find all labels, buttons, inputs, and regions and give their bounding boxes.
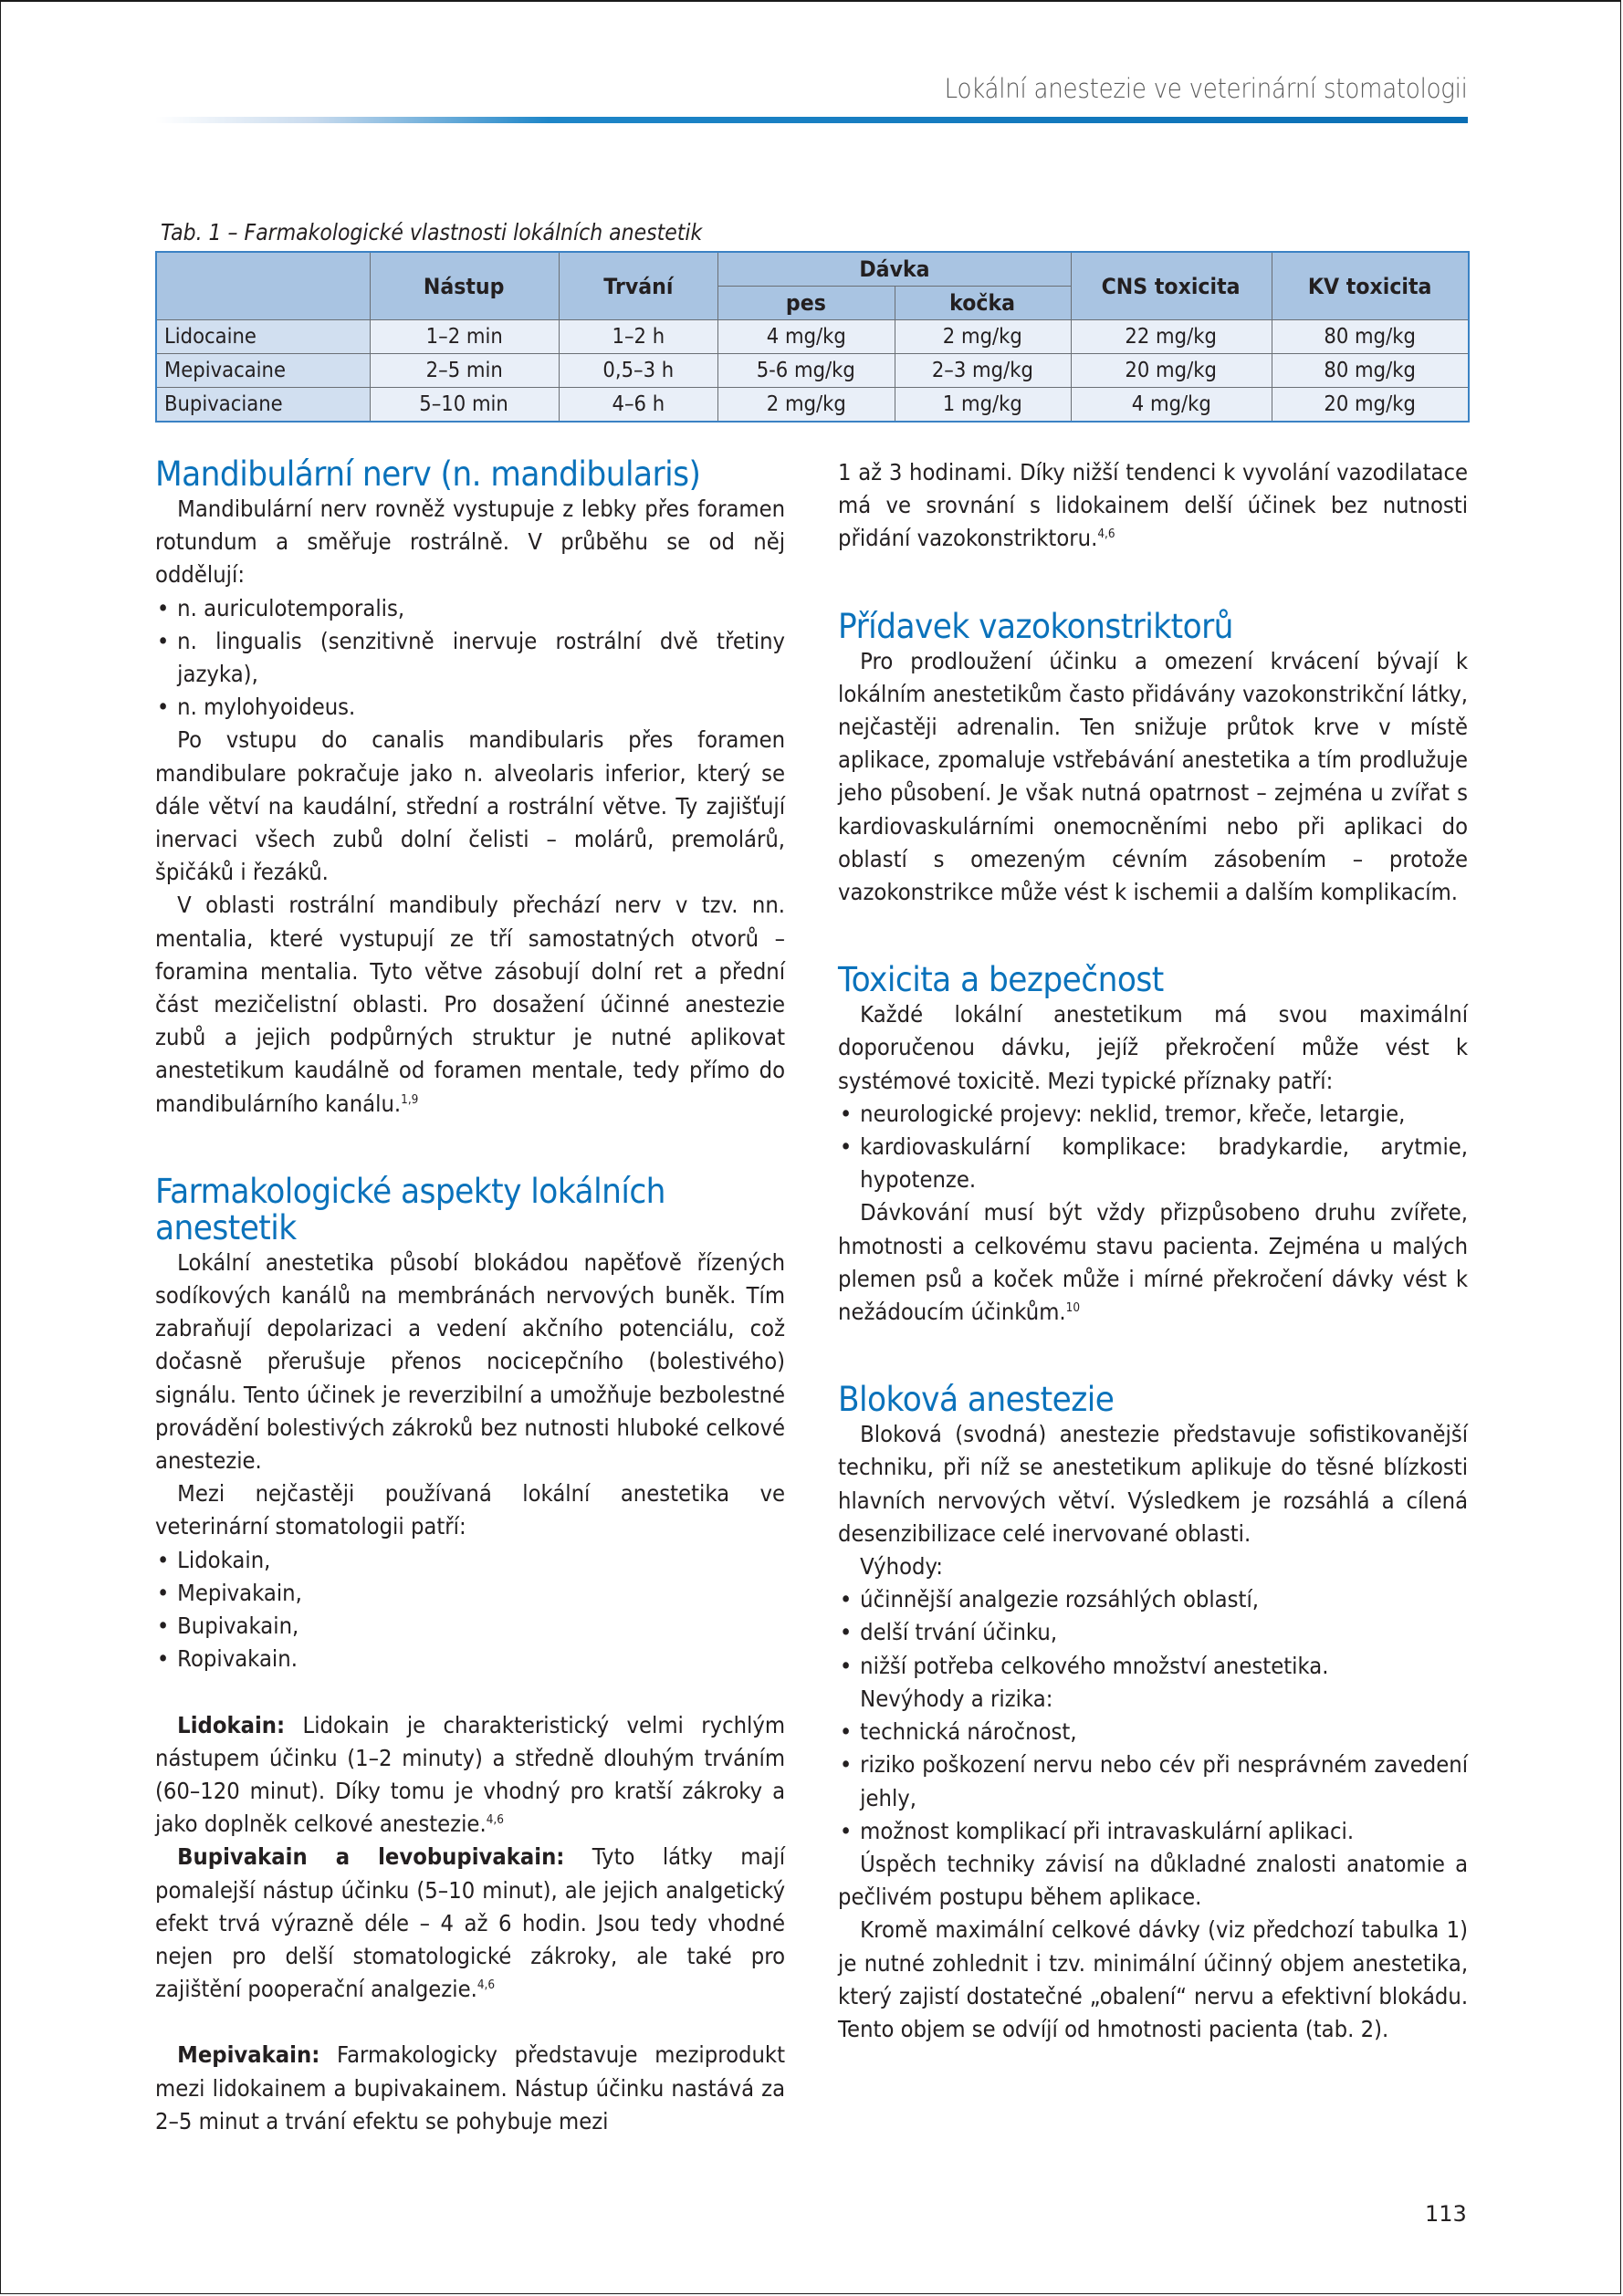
table-row: [156, 388, 1469, 423]
paragraph: Pro prodloužení účinku a omezení krvácení bývají k lokálním anestetikům často přidávány vazokonstrikční látky, nejčastěji adrenalin. Ten snižuje průtok krve v místě aplikace, zpomaluje vstřebávání anestetika a tím prodlužuje jeho působení. Je však nutná opatrnost – zejména u zvířat s kardiovaskulárními onemocněními nebo při aplikaci do oblastí s omezeným cévním zásobením – protože vazokonstrikce může vést k ischemii a dalším komplikacím.: [838, 647, 1469, 906]
header-dose-dog: pes: [717, 287, 895, 320]
list-item: • kardiovaskulární komplikace: bradykardie, arytmie, hypotenze.: [838, 1131, 1468, 1196]
cns-cell: 20 mg/kg: [1071, 354, 1272, 388]
section-heading-pharmacology: Farmakologické aspekty lokálních anestetik: [155, 1171, 665, 1247]
running-head: Lokální anestezie ve veterinární stomatologii: [945, 73, 1468, 104]
term-label: Mepivakain:: [177, 2041, 320, 2069]
paragraph: 1 až 3 hodinami. Díky nižší tendenci k vyvolání vazodilatace má ve srovnání s lidokainem delší účinek bez nutnosti přidání vazokonstriktoru.$^{4,6}$: [838, 459, 1469, 552]
list-item: • Lidokain,: [155, 1544, 785, 1577]
list-item: • neurologické projevy: neklid, tremor, křeče, letargie,: [838, 1098, 1468, 1131]
list-item: • účinnější analgezie rozsáhlých oblastí,: [838, 1583, 1468, 1616]
paragraph: Kromě maximální celkové dávky (viz předchozí tabulka 1) je nutné zohlednit i tzv. minimální účinný objem anestetika, který zajistí dostatečné „obalení“ nervu a efektivní blokádu. Tento objem se odvíjí od hmotnosti pacienta (tab. 2).: [838, 1916, 1469, 2042]
symptom-list: [838, 1098, 1468, 1197]
kv-cell: 80 mg/kg: [1272, 354, 1469, 388]
duration-cell: 0,5–3 h: [559, 354, 717, 388]
paragraph: Mandibulární nerv rovněž vystupuje z lebky přes foramen rotundum a směřuje rostrálně. V průběhu se od něj oddělují:: [155, 496, 786, 589]
section-heading-block-anesthesia: Bloková anestezie: [838, 1380, 1115, 1420]
paragraph: Mezi nejčastěji používaná lokální anestetika ve veterinární stomatologii patří:: [155, 1480, 786, 1540]
paragraph-mepivakain: Mepivakain: Farmakologicky představuje meziprodukt mezi lidokainem a bupivakainem. Nástup účinku nastává za 2–5 minut a trvání efektu se pohybuje mezi: [155, 2041, 786, 2134]
pros-list: [838, 1583, 1468, 1683]
reference: 1,9: [401, 1092, 419, 1107]
table-row: [156, 320, 1469, 354]
right-column: [838, 456, 1468, 2046]
drug-name: Lidocaine: [156, 320, 370, 354]
list-item: • n. auriculotemporalis,: [155, 592, 785, 625]
reference: 4,6: [476, 1978, 496, 1993]
paragraph: Lokální anestetika působí blokádou napěťově řízených sodíkových kanálů na membránách nervových buněk. Tím zabraňují depolarizaci a vedení akčního potenciálu, což dočasně přerušuje přenos nocicepčního (bolestivého) signálu. Tento účinek je reverzibilní a umožňuje bezbolestné provádění bolestivých zákroků bez nutnosti hluboké celkové anestezie.: [155, 1248, 786, 1475]
reference: 10: [1065, 1301, 1081, 1316]
list-item: • delší trvání účinku,: [838, 1616, 1468, 1649]
anesthetics-list: [155, 1544, 785, 1676]
header-dose: Dávka: [717, 252, 1071, 287]
paragraph: Každé lokální anestetikum má svou maximální doporučenou dávku, jejíž překročení může vést k systémové toxicitě. Mezi typické příznaky patří:: [838, 1001, 1469, 1094]
list-item: • riziko poškození nervu nebo cév při nesprávném zavedení jehly,: [838, 1748, 1468, 1814]
onset-cell: 1–2 min: [370, 320, 559, 354]
dog-dose-cell: 5-6 mg/kg: [717, 354, 895, 388]
table-row: [156, 354, 1469, 388]
pharmacology-table: [155, 251, 1470, 423]
page-number: 113: [1425, 2201, 1467, 2227]
header-blank: [156, 252, 370, 320]
header-duration: Trvání: [559, 252, 717, 320]
paragraph-lidokain: Lidokain: Lidokain je charakteristický velmi rychlým nástupem účinku (1–2 minuty) a středně dlouhým trváním (60–120 minut). Díky tomu je vhodný pro kratší zákroky a jako doplněk celkové anestezie.$^{4,6}$: [155, 1711, 786, 1838]
term-label: Bupivakain a levobupivakain:: [177, 1843, 565, 1871]
cat-dose-cell: 2–3 mg/kg: [895, 354, 1071, 388]
cns-cell: 4 mg/kg: [1071, 388, 1272, 423]
onset-cell: 2–5 min: [370, 354, 559, 388]
dog-dose-cell: 4 mg/kg: [717, 320, 895, 354]
paragraph: Úspěch techniky závisí na důkladné znalosti anatomie a pečlivém postupu během aplikace.: [838, 1850, 1469, 1911]
dog-dose-cell: 2 mg/kg: [717, 388, 895, 423]
paragraph: V oblasti rostrální mandibuly přechází nerv v tzv. nn. mentalia, které vystupují ze tří samostatných otvorů – foramina mentalia. Tyto větve zásobují dolní ret a přední část mezičelistní oblasti. Pro dosažení účinné anestezie zubů a jejich podpůrných struktur je nutné aplikovat anestetikum kaudálně od foramen mentale, tedy přímo do mandibulárního kanálu.$^{1,9}$: [155, 892, 786, 1117]
cons-label: Nevýhody a rizika:: [860, 1685, 1053, 1712]
cat-dose-cell: 1 mg/kg: [895, 388, 1071, 423]
header-dose-cat: kočka: [895, 287, 1071, 320]
cat-dose-cell: 2 mg/kg: [895, 320, 1071, 354]
list-item: • n. lingualis (senzitivně inervuje rostrální dvě třetiny jazyka),: [155, 625, 785, 691]
list-item: • nižší potřeba celkového množství anestetika.: [838, 1650, 1468, 1683]
header-cns-toxicity: CNS toxicita: [1071, 252, 1272, 320]
drug-name: Mepivacaine: [156, 354, 370, 388]
pros-label: Výhody:: [860, 1553, 944, 1581]
list-item: • Mepivakain,: [155, 1577, 785, 1610]
list-item: • n. mylohyoideus.: [155, 691, 785, 724]
list-item: • možnost komplikací při intravaskulární aplikaci.: [838, 1815, 1468, 1848]
reference: 4,6: [1097, 527, 1115, 542]
left-column: [155, 456, 785, 2138]
reference: 4,6: [486, 1813, 504, 1828]
section-heading-mandibular: Mandibulární nerv (n. mandibularis): [155, 454, 701, 494]
duration-cell: 1–2 h: [559, 320, 717, 354]
term-label: Lidokain:: [177, 1711, 286, 1738]
kv-cell: 20 mg/kg: [1272, 388, 1469, 423]
onset-cell: 5–10 min: [370, 388, 559, 423]
list-item: • Ropivakain.: [155, 1643, 785, 1675]
paragraph: Bloková (svodná) anestezie představuje sofistikovanější techniku, při níž se anestetikum aplikuje do těsné blízkosti hlavních nervových větví. Výsledkem je rozsáhlá a cílená desenzibilizace celé inervované oblasti.: [838, 1421, 1469, 1547]
header-rule: [155, 117, 1468, 123]
duration-cell: 4–6 h: [559, 388, 717, 423]
list-item: • Bupivakain,: [155, 1610, 785, 1643]
list-item: • technická náročnost,: [838, 1716, 1468, 1748]
table-caption: Tab. 1 – Farmakologické vlastnosti lokálních anestetik: [161, 219, 703, 245]
kv-cell: 80 mg/kg: [1272, 320, 1469, 354]
section-heading-toxicity: Toxicita a bezpečnost: [838, 960, 1164, 1000]
cns-cell: 22 mg/kg: [1071, 320, 1272, 354]
branch-list: [155, 592, 785, 725]
cons-list: [838, 1716, 1468, 1848]
header-onset: Nástup: [370, 252, 559, 320]
drug-name: Bupivaciane: [156, 388, 370, 423]
header-kv-toxicity: KV toxicita: [1272, 252, 1469, 320]
paragraph: Dávkování musí být vždy přizpůsobeno druhu zvířete, hmotnosti a celkovému stavu pacienta. Zejména u malých plemen psů a koček může i mírné překročení dávky vést k nežádoucím účinkům.$^{10}$: [838, 1199, 1469, 1326]
paragraph-bupivakain: Bupivakain a levobupivakain: Tyto látky mají pomalejší nástup účinku (5–10 minut), ale jejich analgetický efekt trvá výrazně déle – 4 až 6 hodin. Jsou tedy vhodné nejen pro delší stomatologické zákroky, ale také pro zajištění pooperační analgezie.$^{4,6}$: [155, 1843, 786, 2003]
section-heading-vasoconstrictors: Přídavek vazokonstriktorů: [838, 606, 1233, 646]
paragraph: Po vstupu do canalis mandibularis přes foramen mandibulare pokračuje jako n. alveolaris inferior, který se dále větví na kaudální, střední a rostrální větve. Ty zajišťují inervaci všech zubů dolní čelisti – molárů, premolárů, špičáků i řezáků.: [155, 726, 786, 886]
